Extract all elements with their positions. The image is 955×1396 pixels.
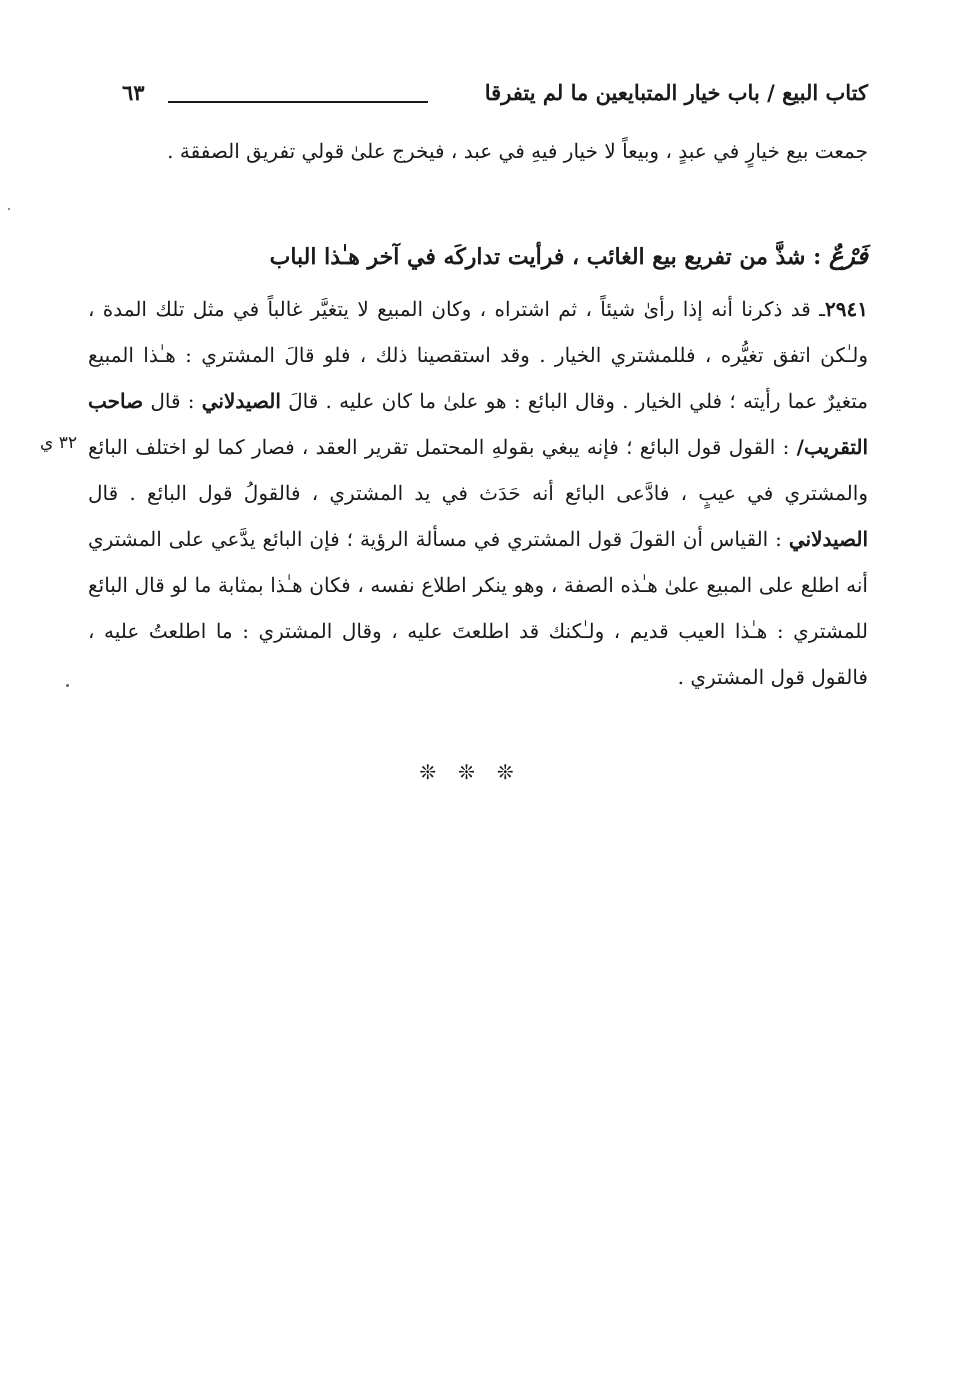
scan-speck: [8, 208, 10, 210]
section-heading: [88, 236, 868, 277]
paragraph-text-1: ـ قد ذكرنا أنه إذا رأىٰ شيئاً ، ثم اشتراه ، وكان المبيع لا يتغيَّر غالباً في مثل تلك المدة ، ولـٰكن اتفق تغيُّره ، فللمشتري الخيار . وقد استقصينا ذلك ، فلو قالَ المشتري : هـٰذا المبيع متغيرٌ عما رأيته ؛ فلي الخيار . وقال البائع : هو علىٰ ما كان عليه . قالَ: [88, 297, 869, 413]
paragraph-text-2: : قال: [150, 389, 195, 413]
paragraph-number: ٢٩٤١: [825, 297, 868, 321]
scan-speck: [66, 684, 69, 687]
running-header: [110, 80, 868, 114]
paragraph-text-4: : القياس أن القولَ قول المشتري في مسألة الرؤية ؛ فإن البائع يدَّعي على المشتري أنه اطلع على المبيع علىٰ هـٰذه الصفة ، وهو ينكر اطلاع نفسه ، فكان هـٰذا بمثابة ما لو قال البائع للمشتري : هـٰذا العيب قديم ، ولـٰكنك قد اطلعتَ عليه ، وقال المشتري : ما اطلعتُ عليه ، فالقول قول المشتري .: [88, 527, 868, 689]
header-rule: [168, 101, 428, 103]
header-title: كتاب البيع / باب خيار المتبايعين ما لم يتفرقا: [484, 80, 868, 105]
margin-note: ٣٢ ي: [40, 433, 77, 453]
heading-text: : شذَّ من تفريع بيع الغائب ، فرأيت تداركَه في آخر هـٰذا الباب: [269, 244, 822, 270]
author-name: الصيدلاني: [788, 527, 868, 551]
paragraph-text-3: : القول قول البائع ؛ فإنه يبغي بقولهِ المحتمل تقرير العقد ، فصار كما لو اختلف البائع والمشتري في عيبٍ ، فادَّعى البائع أنه حَدَث في يد المشتري ، فالقولُ قول البائع . قال: [88, 435, 868, 505]
page-number: ٦٣: [122, 80, 145, 105]
section-separator: ❊❊❊: [419, 760, 536, 784]
heading-label: فَرْعٌ: [828, 241, 868, 270]
cited-work-author: صاحب التقريب/: [88, 389, 869, 459]
author-name: الصيدلاني: [201, 389, 281, 413]
paragraph-continuation: جمعت بيع خيارٍ في عبدٍ ، وبيعاً لا خيار فيهِ في عبد ، فيخرج علىٰ قولي تفريق الصفقة .: [167, 139, 868, 163]
paragraph-2941: [88, 286, 868, 700]
